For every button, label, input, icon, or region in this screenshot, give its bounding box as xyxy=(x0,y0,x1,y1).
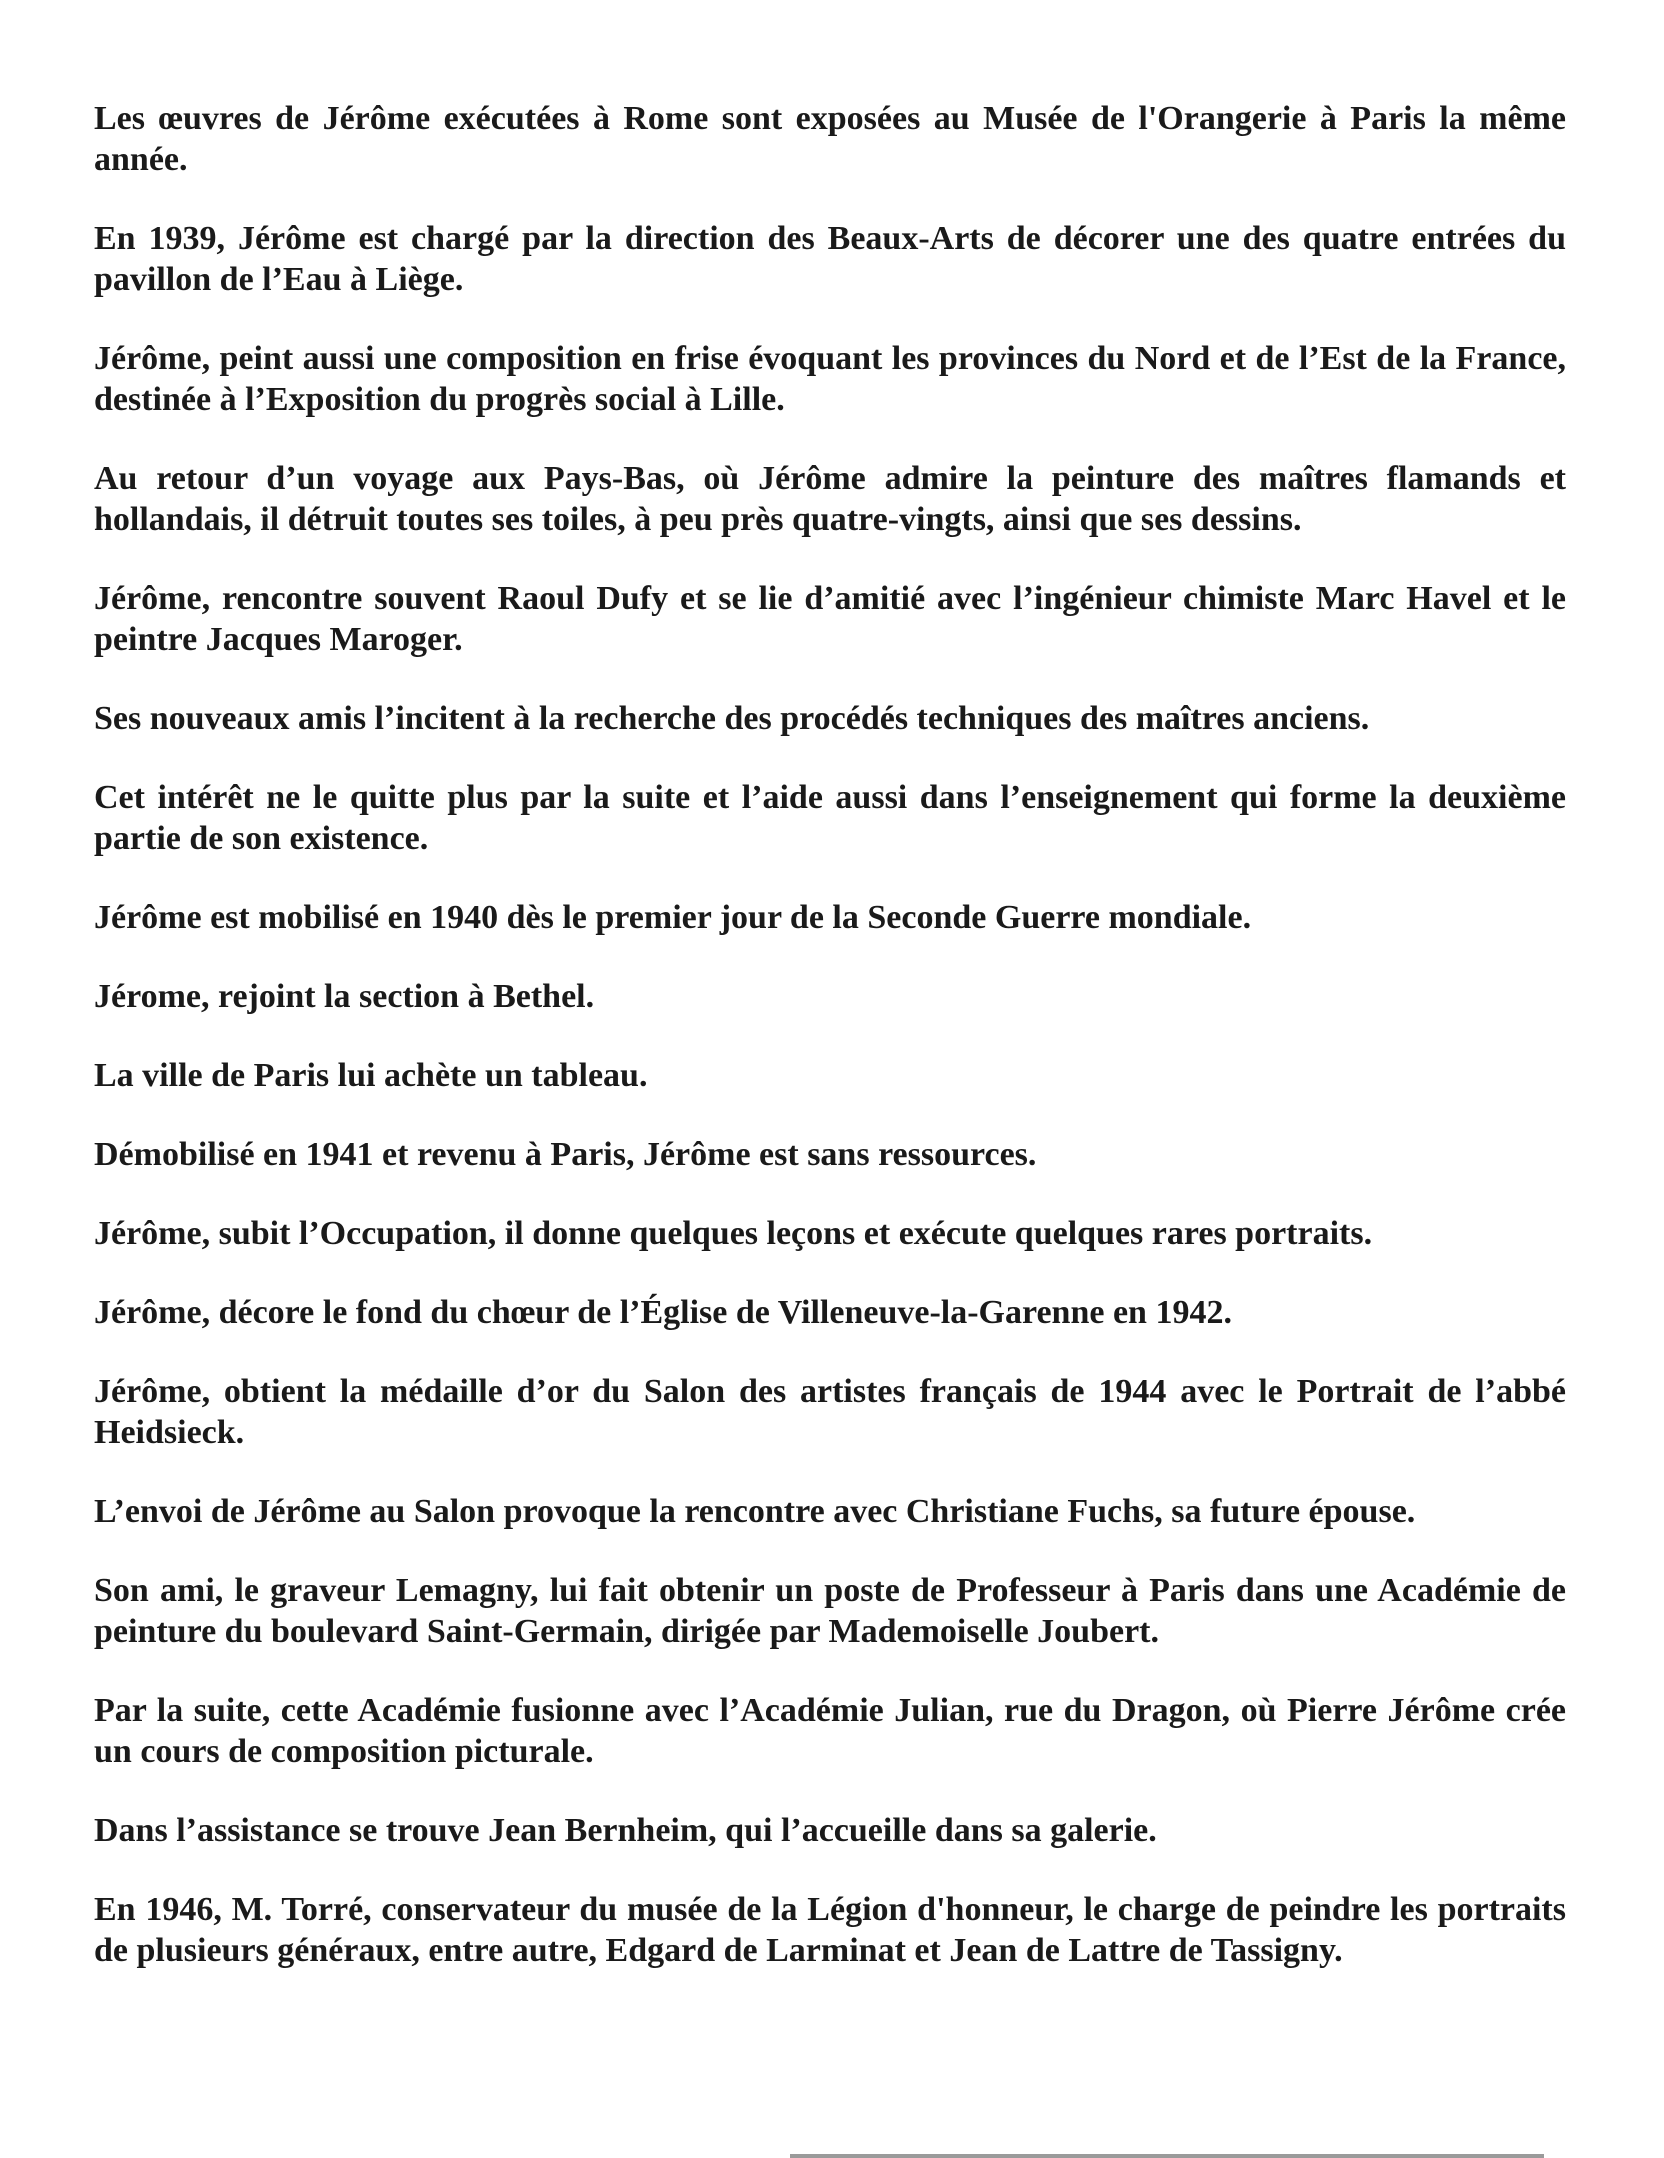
paragraph: Jérôme, décore le fond du chœur de l’Église de Villeneuve-la-Garenne en 1942. xyxy=(94,1294,1232,1331)
scan-edge-line xyxy=(790,2154,1544,2158)
paragraph: Son ami, le graveur Lemagny, lui fait obtenir un poste de Professeur à Paris dans une Académie de peinture du boulevard Saint-Germain, dirigée par Mademoiselle Joubert. xyxy=(94,1572,1566,1650)
paragraph: Les œuvres de Jérôme exécutées à Rome sont exposées au Musée de l'Orangerie à Paris la même année. xyxy=(94,100,1566,178)
document-page xyxy=(94,98,1566,1971)
paragraph: Jérome, rejoint la section à Bethel. xyxy=(94,978,595,1015)
paragraph: Cet intérêt ne le quitte plus par la suite et l’aide aussi dans l’enseignement qui forme la deuxième partie de son existence. xyxy=(94,779,1566,857)
paragraph: Par la suite, cette Académie fusionne avec l’Académie Julian, rue du Dragon, où Pierre Jérôme crée un cours de composition picturale. xyxy=(94,1692,1566,1770)
paragraph: En 1946, M. Torré, conservateur du musée de la Légion d'honneur, le charge de peindre les portraits de plusieurs généraux, entre autre, Edgard de Larminat et Jean de Lattre de Tassigny. xyxy=(94,1891,1566,1969)
paragraph: Démobilisé en 1941 et revenu à Paris, Jérôme est sans ressources. xyxy=(94,1136,1037,1173)
paragraph: Jérôme est mobilisé en 1940 dès le premier jour de la Seconde Guerre mondiale. xyxy=(94,899,1252,936)
paragraph: Jérôme, rencontre souvent Raoul Dufy et se lie d’amitié avec l’ingénieur chimiste Marc Havel et le peintre Jacques Maroger. xyxy=(94,580,1566,658)
paragraph: Jérôme, obtient la médaille d’or du Salon des artistes français de 1944 avec le Portrait de l’abbé Heidsieck. xyxy=(94,1373,1566,1451)
paragraph: Ses nouveaux amis l’incitent à la recherche des procédés techniques des maîtres anciens. xyxy=(94,700,1370,737)
paragraph: L’envoi de Jérôme au Salon provoque la rencontre avec Christiane Fuchs, sa future épouse. xyxy=(94,1493,1416,1530)
paragraph: Au retour d’un voyage aux Pays-Bas, où Jérôme admire la peinture des maîtres flamands et hollandais, il détruit toutes ses toiles, à peu près quatre-vingts, ainsi que ses dessins. xyxy=(94,460,1566,538)
paragraph: Jérôme, peint aussi une composition en frise évoquant les provinces du Nord et de l’Est de la France, destinée à l’Exposition du progrès social à Lille. xyxy=(94,340,1566,418)
paragraph: Dans l’assistance se trouve Jean Bernheim, qui l’accueille dans sa galerie. xyxy=(94,1812,1157,1849)
paragraph: En 1939, Jérôme est chargé par la direction des Beaux-Arts de décorer une des quatre entrées du pavillon de l’Eau à Liège. xyxy=(94,220,1566,298)
paragraph: La ville de Paris lui achète un tableau. xyxy=(94,1057,648,1094)
paragraph: Jérôme, subit l’Occupation, il donne quelques leçons et exécute quelques rares portraits. xyxy=(94,1215,1373,1252)
